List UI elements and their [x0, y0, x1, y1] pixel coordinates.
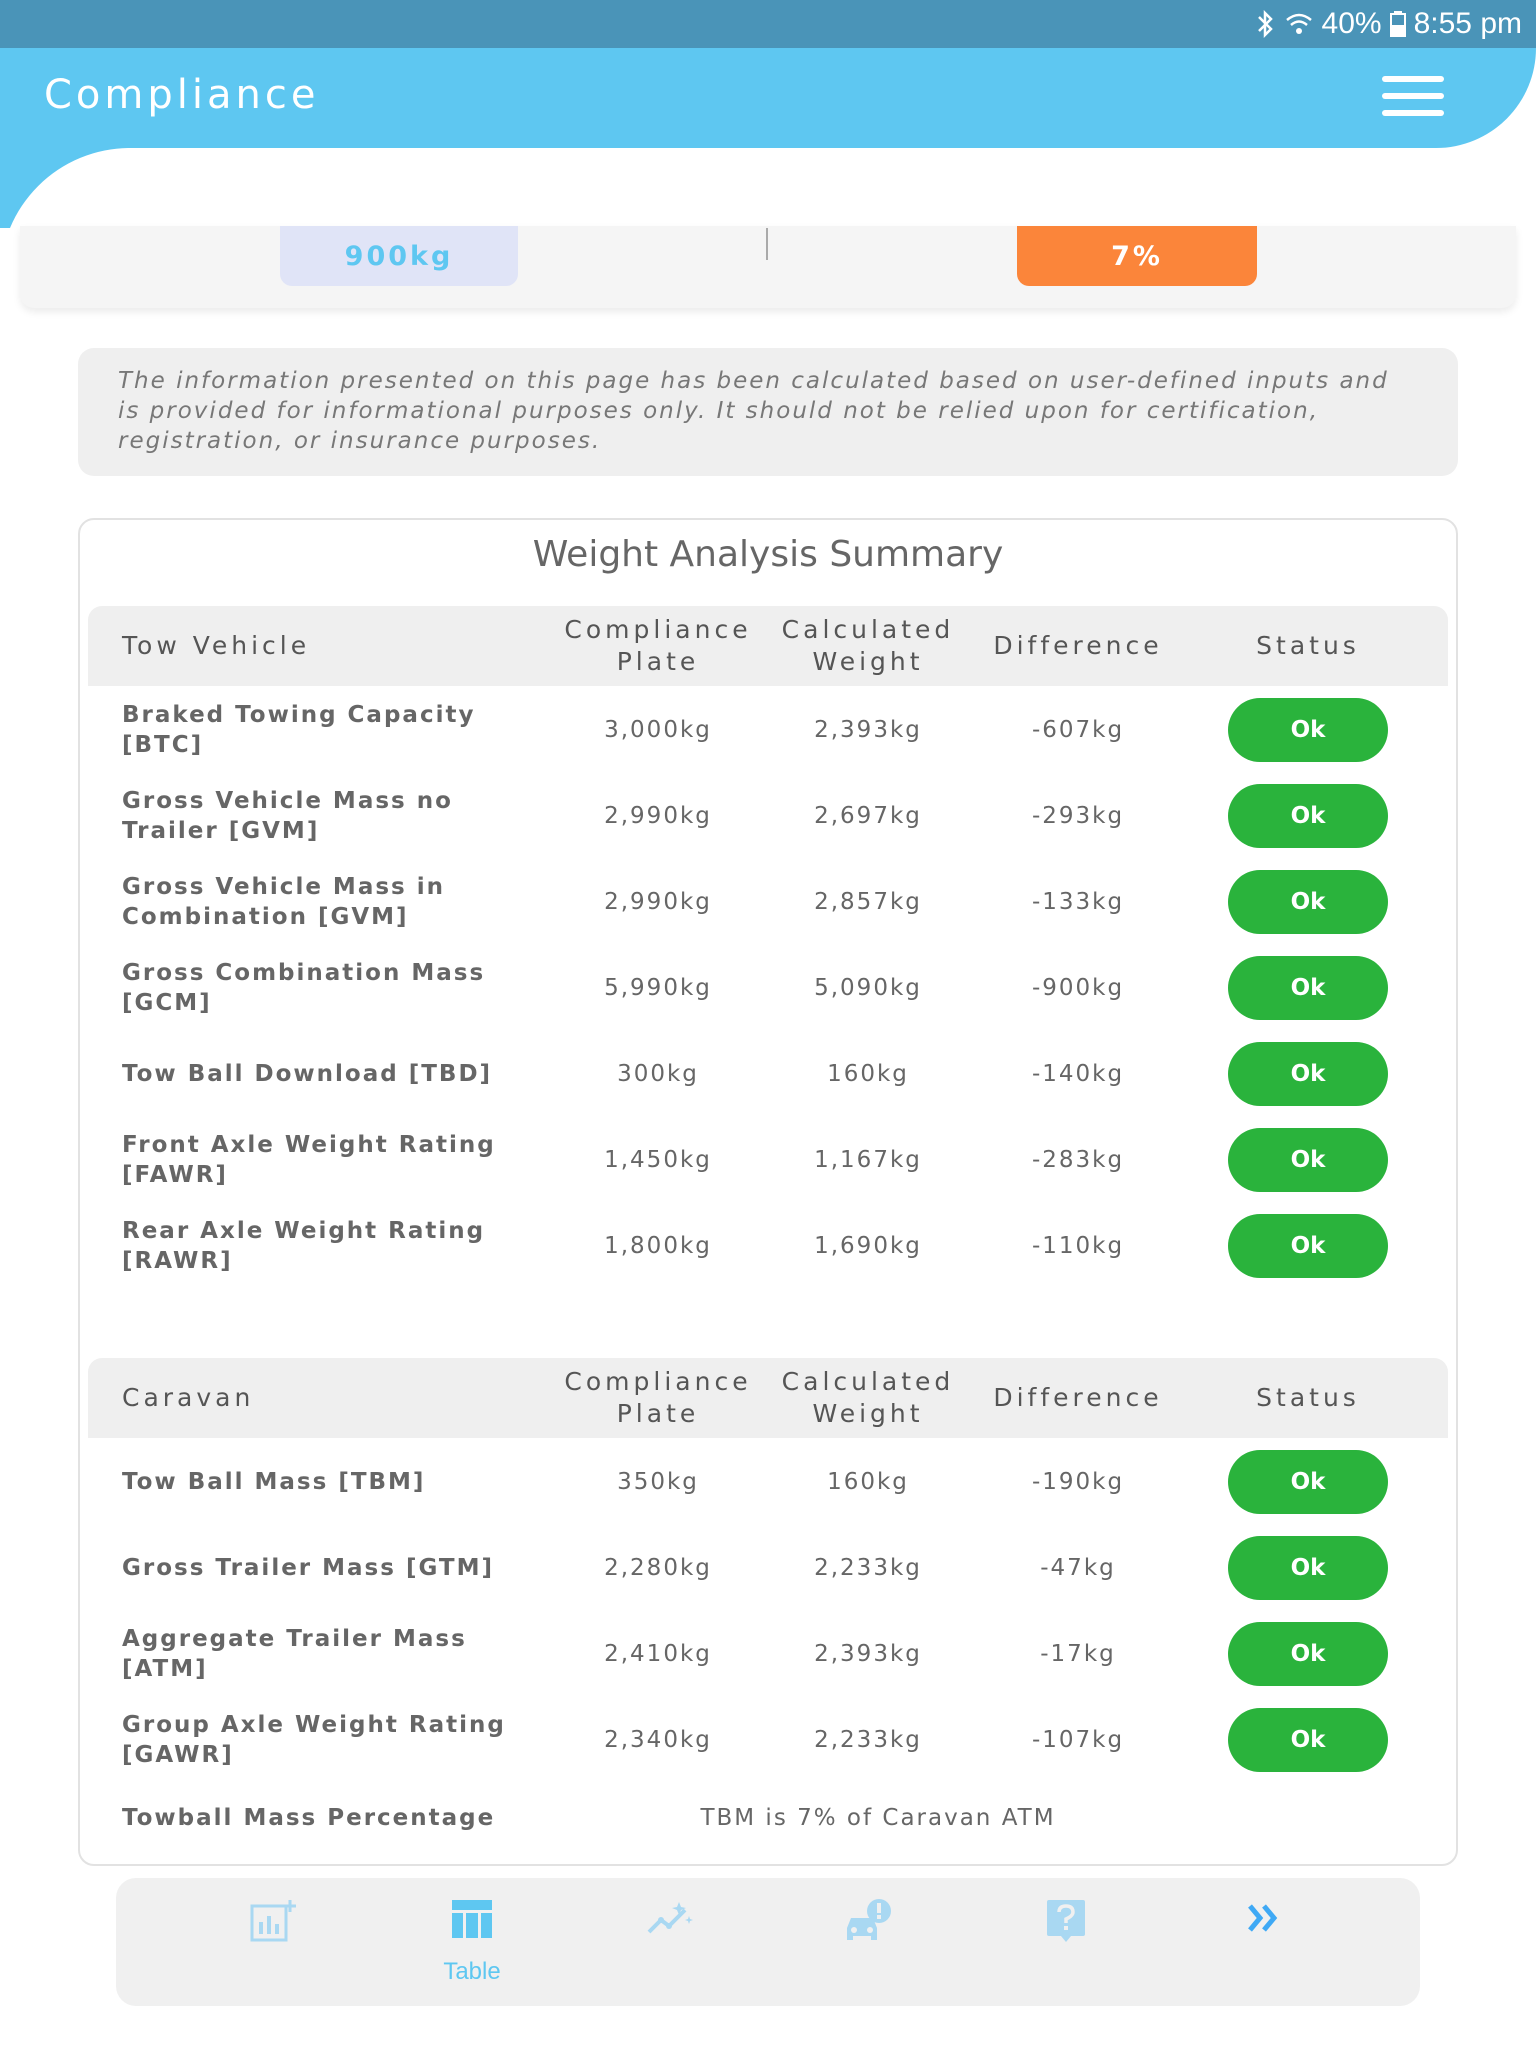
table-row [88, 1031, 1448, 1117]
double-chevron-right-icon [1246, 1898, 1282, 1938]
row-label: Gross Combination Mass [GCM] [122, 960, 486, 1016]
row-label: Tow Ball Download [TBD] [122, 1061, 493, 1087]
column-header: Compliance Plate [564, 1367, 752, 1428]
difference-value: -140kg [1031, 1061, 1125, 1087]
table-row [88, 1203, 1448, 1289]
towball-percent-badge: 7% [1017, 226, 1257, 286]
column-header: Caravan [122, 1383, 255, 1412]
plate-value: 5,990kg [604, 975, 712, 1001]
nav-vehicle-alert[interactable] [793, 1878, 943, 2006]
plate-value: 350kg [617, 1469, 699, 1495]
disclaimer: The information presented on this page has been calculated based on user-defined inputs and is provided for informational purposes only. It should not be relied upon for certification, registration, or insurance purposes. [78, 348, 1458, 476]
row-label: Group Axle Weight Rating [GAWR] [122, 1712, 506, 1768]
row-label: Front Axle Weight Rating [FAWR] [122, 1132, 496, 1188]
hamburger-menu-icon[interactable] [1382, 76, 1444, 122]
table-row [88, 1439, 1448, 1525]
plate-value: 1,800kg [604, 1233, 712, 1259]
help-icon [1045, 1898, 1087, 1944]
row-label: Tow Ball Mass [TBM] [122, 1469, 426, 1495]
towball-percentage-value: TBM is 7% of Caravan ATM [700, 1805, 1056, 1831]
nav-table-label: Table [443, 1958, 501, 1985]
add-chart-icon [250, 1898, 298, 1942]
summary-card [20, 226, 1516, 308]
table-row [88, 945, 1448, 1031]
nav-table[interactable] [397, 1878, 547, 2006]
towball-percentage-label: Towball Mass Percentage [122, 1805, 496, 1831]
clock: 8:55 pm [1413, 7, 1522, 40]
difference-value: -190kg [1031, 1469, 1125, 1495]
plate-value: 2,340kg [604, 1727, 712, 1753]
column-header: Tow Vehicle [122, 631, 311, 660]
app-header [0, 48, 1536, 228]
plate-value: 2,410kg [604, 1641, 712, 1667]
status-ok-badge[interactable]: Ok [1228, 1450, 1388, 1514]
difference-value: -283kg [1031, 1147, 1125, 1173]
calculated-value: 2,697kg [814, 803, 922, 829]
page-title: Compliance [44, 72, 320, 118]
row-label: Gross Trailer Mass [GTM] [122, 1555, 495, 1581]
plate-value: 2,990kg [604, 803, 712, 829]
tow-vehicle-table-header [88, 606, 1448, 686]
status-ok-badge[interactable]: Ok [1228, 698, 1388, 762]
nav-next[interactable] [1189, 1878, 1339, 2006]
difference-value: -607kg [1031, 717, 1125, 743]
caravan-table-header [88, 1358, 1448, 1438]
column-header: Difference [993, 631, 1163, 660]
calculated-value: 2,233kg [814, 1727, 922, 1753]
bottom-nav [116, 1878, 1420, 2006]
status-ok-badge[interactable]: Ok [1228, 1128, 1388, 1192]
weight-difference-badge: 900kg [280, 226, 518, 286]
difference-value: -133kg [1031, 889, 1125, 915]
difference-value: -110kg [1031, 1233, 1125, 1259]
calculated-value: 1,167kg [814, 1147, 922, 1173]
bluetooth-icon [1256, 10, 1276, 38]
column-header: Calculated Weight [781, 1367, 955, 1428]
row-label: Rear Axle Weight Rating [RAWR] [122, 1218, 486, 1274]
column-header: Status [1256, 1383, 1360, 1412]
analysis-title: Weight Analysis Summary [532, 534, 1004, 575]
vehicle-alert-icon [843, 1898, 893, 1946]
difference-value: -47kg [1040, 1555, 1116, 1581]
nav-trend[interactable] [595, 1878, 745, 2006]
calculated-value: 160kg [827, 1061, 909, 1087]
table-row [88, 773, 1448, 859]
row-label: Aggregate Trailer Mass [ATM] [122, 1626, 467, 1682]
battery-percent: 40% [1321, 7, 1382, 40]
status-ok-badge[interactable]: Ok [1228, 784, 1388, 848]
table-row [88, 1697, 1448, 1783]
column-header: Calculated Weight [781, 615, 955, 676]
table-row [88, 1525, 1448, 1611]
status-ok-badge[interactable]: Ok [1228, 1622, 1388, 1686]
table-row [88, 859, 1448, 945]
plate-value: 300kg [617, 1061, 699, 1087]
calculated-value: 2,393kg [814, 717, 922, 743]
wifi-icon [1284, 10, 1314, 38]
row-label: Gross Vehicle Mass in Combination [GVM] [122, 874, 445, 930]
status-bar [0, 0, 1536, 48]
calculated-value: 1,690kg [814, 1233, 922, 1259]
row-label: Braked Towing Capacity [BTC] [122, 702, 476, 758]
row-label: Gross Vehicle Mass no Trailer [GVM] [122, 788, 453, 844]
column-header: Compliance Plate [564, 615, 752, 676]
difference-value: -293kg [1031, 803, 1125, 829]
nav-add-chart[interactable] [199, 1878, 349, 2006]
status-ok-badge[interactable]: Ok [1228, 956, 1388, 1020]
towball-percentage-row [88, 1788, 1448, 1848]
table-icon [450, 1898, 494, 1940]
status-ok-badge[interactable]: Ok [1228, 1214, 1388, 1278]
column-header: Status [1256, 631, 1360, 660]
battery-icon [1390, 10, 1406, 38]
calculated-value: 2,393kg [814, 1641, 922, 1667]
difference-value: -17kg [1040, 1641, 1116, 1667]
status-ok-badge[interactable]: Ok [1228, 1042, 1388, 1106]
status-ok-badge[interactable]: Ok [1228, 1536, 1388, 1600]
plate-value: 2,990kg [604, 889, 712, 915]
difference-value: -900kg [1031, 975, 1125, 1001]
plate-value: 3,000kg [604, 717, 712, 743]
table-row [88, 1611, 1448, 1697]
calculated-value: 160kg [827, 1469, 909, 1495]
calculated-value: 2,857kg [814, 889, 922, 915]
divider [766, 228, 768, 260]
table-row [88, 1117, 1448, 1203]
table-row [88, 687, 1448, 773]
status-ok-badge[interactable]: Ok [1228, 870, 1388, 934]
status-ok-badge[interactable]: Ok [1228, 1708, 1388, 1772]
plate-value: 1,450kg [604, 1147, 712, 1173]
calculated-value: 5,090kg [814, 975, 922, 1001]
column-header: Difference [993, 1383, 1163, 1412]
difference-value: -107kg [1031, 1727, 1125, 1753]
plate-value: 2,280kg [604, 1555, 712, 1581]
trend-icon [645, 1898, 695, 1938]
calculated-value: 2,233kg [814, 1555, 922, 1581]
nav-help[interactable] [991, 1878, 1141, 2006]
